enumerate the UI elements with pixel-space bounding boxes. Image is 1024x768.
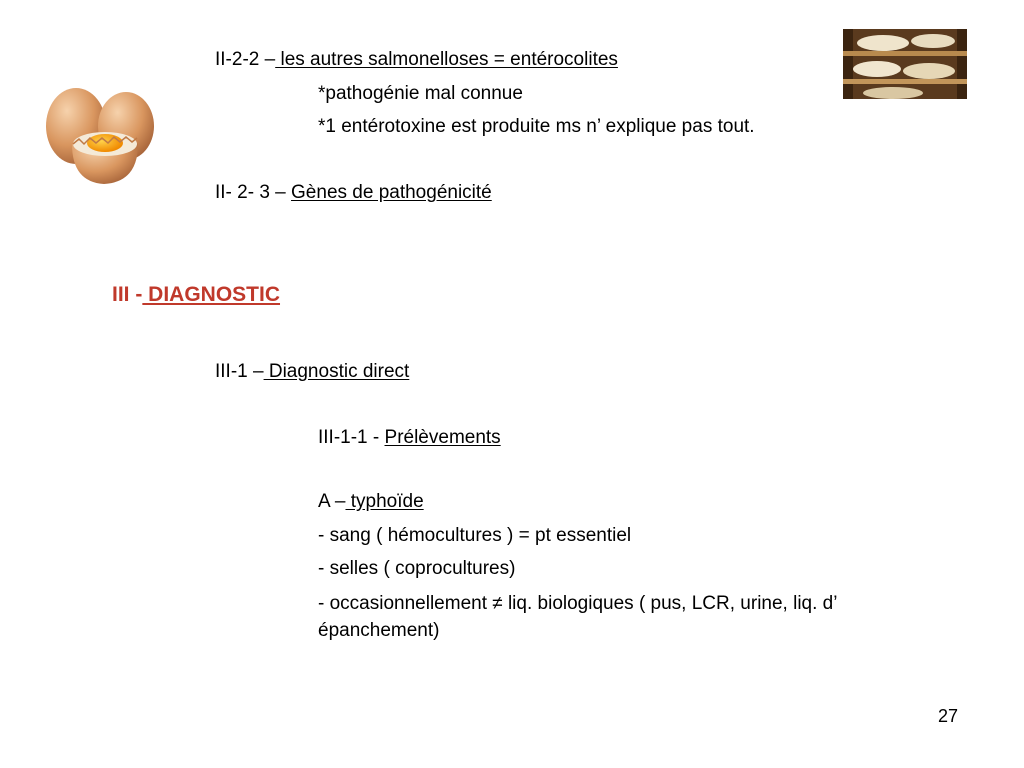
section-3-title: DIAGNOSTIC bbox=[142, 283, 281, 306]
list-item-occasionnellement: - occasionnellement ≠ liq. biologiques ( pus, LCR, urine, liq. d’ épanchement) bbox=[318, 593, 837, 641]
heading-3-1-1-title: Prélèvements bbox=[384, 427, 501, 448]
bullet-enterotoxine: *1 entérotoxine est produite ms n’ explique pas tout. bbox=[318, 116, 755, 137]
heading-3-1 bbox=[215, 360, 409, 384]
heading-3-1-1 bbox=[318, 426, 501, 450]
heading-2-2-2 bbox=[215, 48, 618, 72]
heading-2-2-2-number: II-2-2 – bbox=[215, 49, 276, 70]
heading-2-2-3 bbox=[215, 181, 492, 205]
typhoide-prefix: A – bbox=[318, 491, 346, 512]
bullet-pathogenie: *pathogénie mal connue bbox=[318, 83, 523, 104]
heading-typhoide bbox=[318, 490, 424, 514]
heading-2-2-2-title: les autres salmonelloses = entérocolites bbox=[275, 49, 618, 70]
heading-3-1-number: III-1 – bbox=[215, 361, 264, 382]
list-item-sang: - sang ( hémocultures ) = pt essentiel bbox=[318, 525, 632, 546]
heading-2-2-3-title: Gènes de pathogénicité bbox=[291, 182, 492, 203]
cheese-shelves-photo bbox=[843, 29, 967, 99]
list-item-selles: - selles ( coprocultures) bbox=[318, 558, 516, 579]
typhoide-title: typhoïde bbox=[345, 491, 424, 512]
heading-2-2-3-number: II- 2- 3 – bbox=[215, 182, 292, 203]
page-number: 27 bbox=[938, 706, 959, 726]
heading-3-1-title: Diagnostic direct bbox=[263, 361, 410, 382]
section-3-number: III - bbox=[112, 283, 143, 306]
section-diagnostic-heading bbox=[112, 283, 280, 307]
eggs-photo bbox=[42, 82, 162, 186]
heading-3-1-1-number: III-1-1 - bbox=[318, 427, 385, 448]
